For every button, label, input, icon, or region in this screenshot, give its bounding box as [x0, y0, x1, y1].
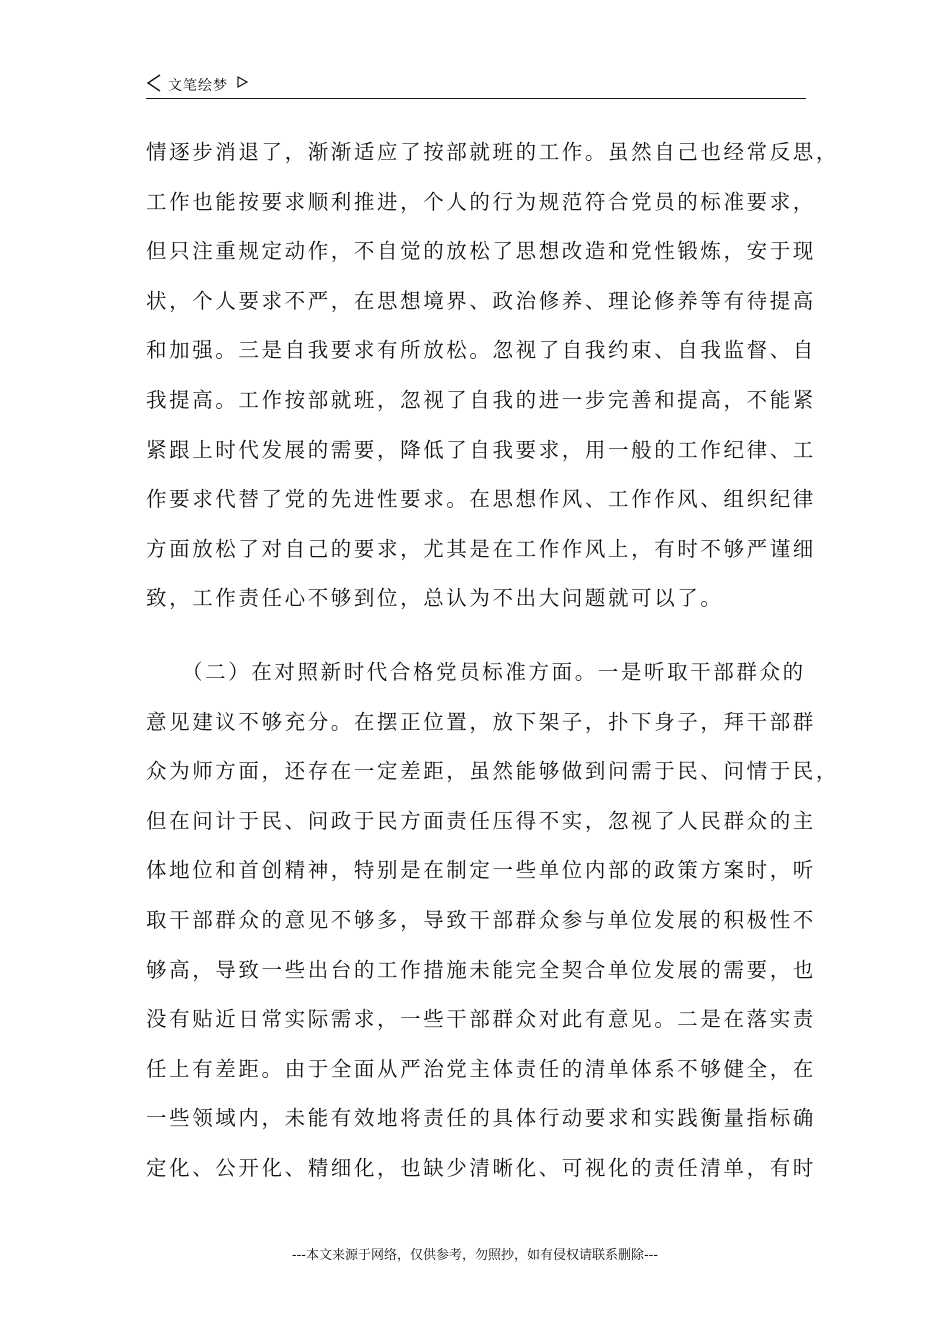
- text-line: 众为师方面，还存在一定差距，虽然能够做到问需于民、问情于民，: [146, 759, 839, 784]
- brand-name: 文笔绘梦: [168, 78, 228, 94]
- text-line: （二）在对照新时代合格党员标准方面。一是听取干部群众的: [182, 659, 806, 684]
- document-body: [146, 128, 839, 1193]
- text-line: 定化、公开化、精细化，也缺少清晰化、可视化的责任清单，有时: [146, 1155, 816, 1180]
- text-line: 取干部群众的意见不够多，导致干部群众参与单位发展的积极性不: [146, 907, 816, 932]
- text-line: 方面放松了对自己的要求，尤其是在工作作风上，有时不够严谨细: [146, 536, 816, 561]
- paragraph-2: [146, 648, 839, 1194]
- text-line: 致，工作责任心不够到位，总认为不出大问题就可以了。: [146, 586, 724, 611]
- text-line: 任上有差距。由于全面从严治党主体责任的清单体系不够健全，在: [146, 1056, 816, 1081]
- text-line: 但只注重规定动作，不自觉的放松了思想改造和党性锻炼，安于现: [146, 239, 816, 264]
- text-line: 工作也能按要求顺利推进，个人的行为规范符合党员的标准要求，: [146, 189, 816, 214]
- text-line: 我提高。工作按部就班，忽视了自我的进一步完善和提高，不能紧: [146, 387, 816, 412]
- text-line: 够高，导致一些出台的工作措施未能完全契合单位发展的需要，也: [146, 957, 816, 982]
- text-line: 体地位和首创精神，特别是在制定一些单位内部的政策方案时，听: [146, 858, 816, 883]
- paragraph-gap: [146, 624, 806, 648]
- triangle-left-icon: [146, 74, 162, 92]
- footer-notice: ---本文来源于网络，仅供参考，勿照抄，如有侵权请联系删除---: [291, 1248, 659, 1263]
- text-line: 作要求代替了党的先进性要求。在思想作风、工作作风、组织纪律: [146, 487, 816, 512]
- text-line: 紧跟上时代发展的需要，降低了自我要求，用一般的工作纪律、工: [146, 437, 816, 462]
- text-line: 意见建议不够充分。在摆正位置，放下架子，扑下身子，拜干部群: [146, 709, 816, 734]
- triangle-right-icon: [236, 76, 248, 88]
- page-header: [146, 72, 806, 99]
- text-line: 一些领域内，未能有效地将责任的具体行动要求和实践衡量指标确: [146, 1106, 816, 1131]
- text-line: 情逐步消退了，渐渐适应了按部就班的工作。虽然自己也经常反思，: [146, 140, 839, 164]
- text-line: 没有贴近日常实际需求，一些干部群众对此有意见。二是在落实责: [146, 1007, 816, 1032]
- text-line: 状，个人要求不严，在思想境界、政治修养、理论修养等有待提高: [146, 288, 816, 313]
- text-line: 和加强。三是自我要求有所放松。忽视了自我约束、自我监督、自: [146, 338, 816, 363]
- text-line: 但在问计于民、问政于民方面责任压得不实，忽视了人民群众的主: [146, 808, 816, 833]
- paragraph-1: [146, 128, 839, 624]
